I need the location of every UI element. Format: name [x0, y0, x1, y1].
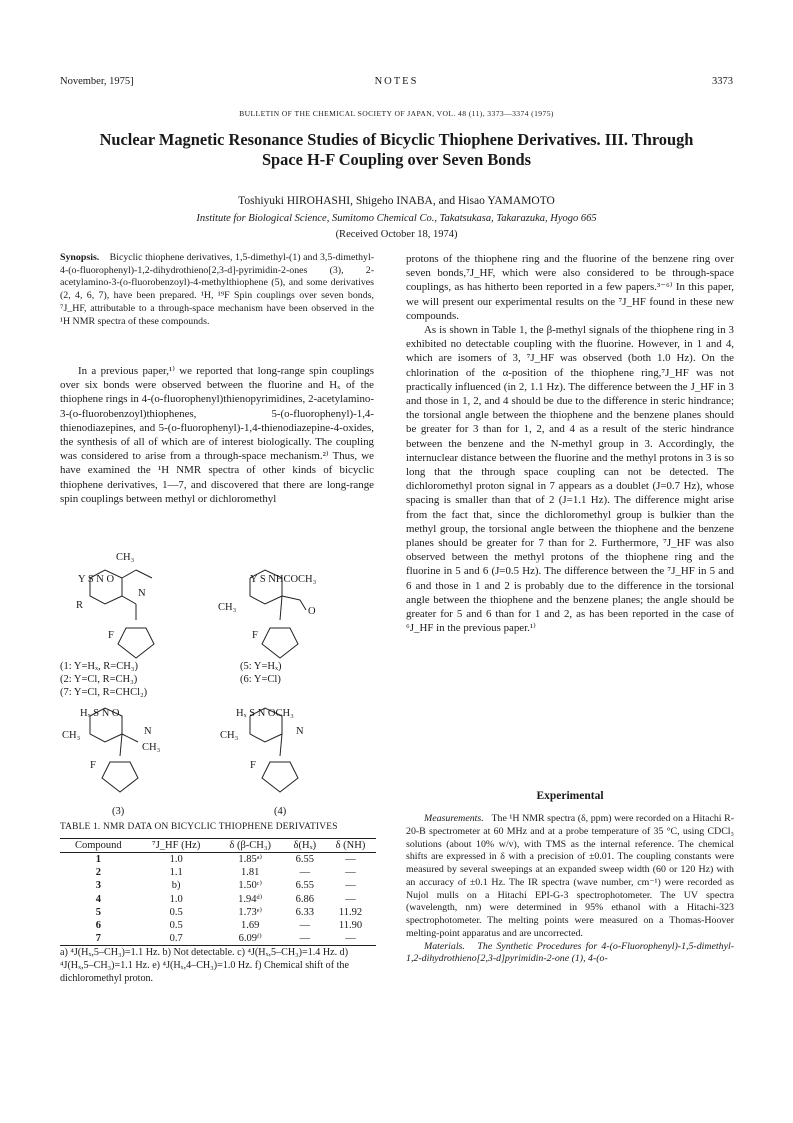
table-footnotes — [60, 947, 376, 985]
s1-r-label: R — [76, 600, 84, 611]
measurements-text: The ¹H NMR spectra (δ, ppm) were recorded on a Hitachi R-20-B spectrometer at 60 MHz and at a probe temperature of 35 °C, using CDCl₃ solutions (about 10% w/v), with TMS as the internal reference. The chemical shifts are expressed in δ with a precision of ±0.01. The coupling constants were measured by several sweepings at an expanded sweep width (60 or 120 Hz) with an accuracy of ±0.1 Hz. The IR spectra (wave number, cm⁻¹) were recorded as Nujol mulls on a Hitachi EPI-G-3 spectrophotometer. The UV spectra (wavelength, nm) were determined in 95% ethanol with a Hitachi-323 spectrophotometer. The melting points were measured on a Thomas-Hoover melting-point apparatus and are uncorrected. — [406, 813, 734, 939]
table-cell: 1.0 — [169, 854, 183, 865]
s1-methyl-label: CH₃ — [116, 552, 135, 563]
body-paragraph-results: As is shown in Table 1, the β-methyl signals of the thiophene ring in 3 exhibited no detectable coupling with the fluorine. However, in 1 and 4, which are isomers of 3, ⁷J_HF was observed (both 1.0 Hz). On the chlorination of the α-position of the thiophene ring,⁷J_HF was not practically influenced (in 2, 1.1 Hz). The difference between the J_HF in 3 and those in 1, 2, and 4 should be due to the difference in steric hindrance; the torsional angle between the thiophene and the benzene planes should be greater for 3 than for 1, 2, and 4 as a result of the steric hindrance between the benzene and the N-methyl group in 3. Accordingly, the internuclear distance between the fluorine and the methyl protons in 3 is so long that the through space coupling can not be detected. The dichloromethyl proton signal in 7 appears as a doublet (J=0.7 Hz), whose spacing is smaller than that of 2 (J=1.1 Hz). The difference might arise from the fact that, since the dichloromethyl group is bulkier than the methyl group, the torsional angle between the thiophene and the benzene planes should be greater for 7 than for 2. Furthermore, ⁷J_HF was also observed between the methyl protons of the thiophene ring and the fluorine in 5 and 6 (J=0.5 Hz). The difference between the ⁷J_HF in 5 and 6 and those in 1 and 2 is probably due to the difference in the torsional angle between the thiophene and the benzene planes; the angle should be greater for 5 and 6 than for 1 and 2, as has been reported in the case of ⁶J_HF in the previous paper.¹⁾ — [406, 324, 734, 635]
table-header: ⁷J_HF (Hz) — [137, 839, 216, 853]
s1-legend-line: (1: Y=Hₓ, R=CH₃) — [60, 661, 138, 672]
table-cell: 1.81 — [241, 867, 260, 879]
table-row — [60, 866, 376, 879]
table-cell: — — [299, 867, 311, 879]
s4-ring-label: Hₓ S N OCH₃ — [236, 708, 294, 719]
table-cell: 1.50ᶜ⁾ — [238, 880, 263, 892]
header-section: NOTES — [374, 76, 419, 87]
table-header: δ (β-CH₃) — [216, 839, 285, 853]
s1-legend-line: (2: Y=Cl, R=CH₃) — [60, 674, 138, 685]
s1-legend-line: (7: Y=Cl, R=CHCl₂) — [60, 687, 148, 698]
measurements-label: Measurements. — [424, 813, 484, 824]
experimental-heading: Experimental — [536, 790, 604, 802]
table-cell: 1.69 — [241, 920, 260, 932]
s1-f-label: F — [108, 630, 114, 641]
body-left-column — [60, 364, 374, 506]
s3-compound-label: (3) — [112, 806, 125, 817]
table-cell: 5 — [95, 906, 101, 918]
table-cell: 1.1 — [169, 867, 183, 879]
received-date: (Received October 18, 1974) — [335, 229, 458, 240]
table-cell: 6 — [95, 920, 101, 932]
s2-o-label: O — [308, 606, 316, 617]
paper-title: Nuclear Magnetic Resonance Studies of Bicyclic Thiophene Derivatives. III. Through Space H-F Coupling over Seven Bonds — [99, 130, 694, 169]
table-header: δ(Hₓ) — [285, 839, 325, 853]
s3-methyl-label: CH₃ — [62, 730, 81, 741]
table-cell: 7 — [60, 932, 137, 946]
s3-n-label: N — [144, 726, 152, 737]
table-cell: 1.85ᵃ⁾ — [238, 854, 263, 865]
table-cell: 6.55 — [295, 854, 315, 865]
table-cell: — — [285, 932, 325, 946]
table-row — [60, 919, 376, 932]
s4-n-label: N — [296, 726, 304, 737]
s3-n-methyl-label: CH₃ — [142, 742, 161, 753]
s1-n-label: N — [138, 588, 146, 599]
table-cell: 6.86 — [295, 893, 315, 905]
table-cell: 4 — [95, 893, 101, 905]
table-cell: 2 — [95, 867, 101, 879]
table-row — [60, 893, 376, 906]
nmr-data-table — [60, 838, 376, 946]
table-row — [60, 879, 376, 892]
table-cell: — — [299, 920, 311, 932]
body-paragraph-continued: protons of the thiophene ring and the fluorine of the benzene ring over seven bonds,⁷J_HF, which were also considered to be through-space couplings, as has hitherto been reported in a few papers.³⁻⁶⁾ In this paper, we will present our experimental results on the ⁷J_HF found in these new compounds. — [406, 253, 734, 322]
table-cell: 6.55 — [295, 880, 315, 892]
paper-authors: Toshiyuki HIROHASHI, Shigeho INABA, and Hisao YAMAMOTO — [238, 195, 555, 207]
s1-ring-label: Y S N O — [78, 574, 115, 585]
body-paragraph-intro: In a previous paper,¹⁾ we reported that long-range spin couplings over six bonds were observed between the fluorine and Hₓ of the thiophene rings in 4-(o-fluorophenyl)thienopyrimidines, 2-acetylamino-3-(o-fluorobenzoyl)thiophenes, 5-(o-fluorophenyl)-1,4-thienodiazepines, and 5-(o-fluorophenyl)-1,4-thienodiazepine-4-oxides, the synthesis of all of which are of interest biologically. The coupling was considered to arise from a through-space mechanism.²⁾ Thus, we have examined the ¹H NMR spectra of other kinds of bicyclic thiophene derivatives, 1—7, and discovered that there are long-range spin couplings between methyl or dichloromethyl — [60, 365, 374, 505]
table-cell: 11.92 — [338, 906, 363, 918]
table-cell: 11.90 — [338, 920, 363, 932]
body-right-column — [406, 252, 734, 635]
s1-legend — [60, 660, 220, 699]
table-cell: 0.5 — [169, 906, 183, 918]
paper-affiliation: Institute for Biological Science, Sumitomo Chemical Co., Takatsukasa, Takarazuka, Hyogo 665 — [196, 213, 597, 224]
table-cell: b) — [171, 880, 181, 892]
table-cell: 1.94ᵈ⁾ — [238, 893, 263, 905]
synopsis — [60, 252, 374, 328]
header-date: November, 1975] — [60, 76, 134, 87]
table-cell: — — [325, 932, 376, 946]
table-cell: 0.5 — [169, 920, 183, 932]
s4-f-label: F — [250, 760, 256, 771]
table-cell: — — [345, 893, 356, 905]
table-cell: — — [345, 854, 356, 865]
s2-methyl-label: CH₃ — [218, 602, 237, 613]
table-cell: 6.33 — [295, 906, 315, 918]
table-cell: — — [345, 867, 356, 879]
table-cell: 0.7 — [137, 932, 216, 946]
s2-legend — [240, 660, 370, 686]
table-header: Compound — [60, 839, 137, 853]
journal-citation: BULLETIN OF THE CHEMICAL SOCIETY OF JAPAN, VOL. 48 (11), 3373—3374 (1975) — [239, 109, 554, 118]
materials-text: The Synthetic Procedures for 4-(o-Fluorophenyl)-1,5-dimethyl-1,2-dihydrothieno[2,3-d]pyrimidin-2-one (1), 4-(o- — [406, 940, 735, 965]
table-row — [60, 932, 376, 946]
s2-legend-line: (5: Y=Hₓ) — [240, 661, 282, 672]
table-footnotes-text: a) ⁴J(Hₓ,5–CH₃)=1.1 Hz. b) Not detectable. c) ⁴J(Hₓ,5–CH₃)=1.4 Hz. d) ⁴J(Hₓ,5–CH₃)=1.1 Hz. e) ⁴J(Hₓ,4–CH₃)=1.0 Hz. f) Chemical shift of the dichloromethyl proton. — [60, 947, 349, 984]
table-cell: 1.73ᵉ⁾ — [238, 906, 263, 918]
table-cell: 1.0 — [169, 893, 183, 905]
table-cell: — — [345, 880, 356, 892]
table-row — [60, 906, 376, 919]
s4-compound-label: (4) — [274, 806, 287, 817]
s3-f-label: F — [90, 760, 96, 771]
header-page-number: 3373 — [712, 76, 733, 87]
table-cell: 1 — [95, 854, 101, 865]
s2-legend-line: (6: Y=Cl) — [240, 674, 281, 685]
table-header: δ (NH) — [325, 839, 376, 853]
s2-ring-label: Y S NHCOCH₃ — [250, 574, 317, 585]
materials-label: Materials. — [424, 940, 465, 952]
s3-ring-label: Hₓ S N O — [80, 708, 120, 719]
table-row — [60, 853, 376, 867]
experimental-section — [406, 813, 734, 966]
table-cell: 3 — [95, 880, 101, 892]
synopsis-label: Synopsis. — [60, 252, 100, 263]
table-cell: 6.09ᶠ⁾ — [216, 932, 285, 946]
table-caption: TABLE 1. NMR DATA ON BICYCLIC THIOPHENE DERIVATIVES — [60, 822, 338, 832]
s2-f-label: F — [252, 630, 258, 641]
synopsis-text: Bicyclic thiophene derivatives, 1,5-dimethyl-(1) and 3,5-dimethyl-4-(o-fluorophenyl)-1,2-dihydrothieno[2,3-d]-pyrimidin-2-ones (3), 2-acetylamino-3-(o-fluorobenzoyl)-4-methylthiophene (5), and some derivatives (2, 4, 6, 7), have been prepared. ¹H, ¹⁹F Spin couplings over seven bonds, ⁷J_HF, attributable to a through-space mechanism have been observed in the ¹H NMR spectra of these compounds. — [60, 252, 375, 327]
s4-methyl-label: CH₃ — [220, 730, 239, 741]
